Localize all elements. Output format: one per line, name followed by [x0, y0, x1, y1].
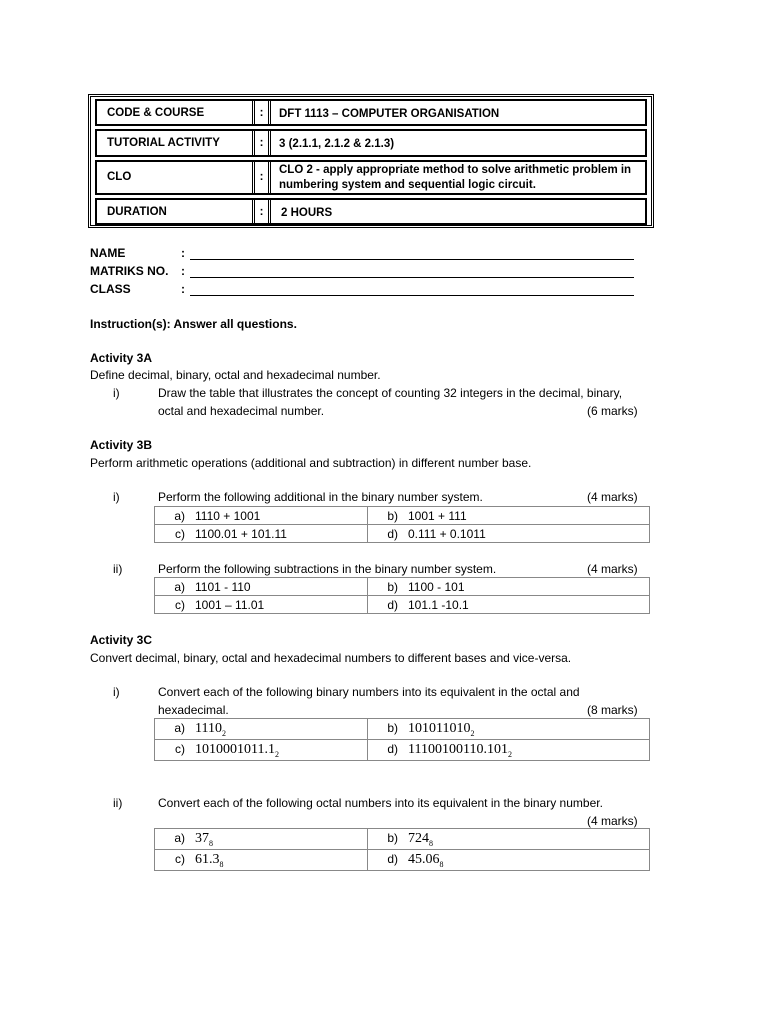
instruction: Instruction(s): Answer all questions. — [90, 317, 297, 331]
table-cell: b) $101011010_2$ — [368, 719, 650, 740]
table-cell: d) $11100100110.101_2$ — [368, 740, 650, 761]
activity-3c-title: Activity 3C — [90, 633, 153, 647]
activity-3b-title: Activity 3B — [90, 438, 153, 452]
marks: (8 marks) — [587, 703, 638, 717]
row-code-course — [95, 99, 647, 126]
row-tutorial-activity — [95, 129, 647, 157]
question-table — [154, 828, 650, 871]
question-number: ii) — [113, 562, 123, 576]
question-text: Convert each of the following octal numbers into its equivalent in the binary number. — [158, 796, 603, 810]
question-table — [154, 718, 650, 761]
code-course-label: CODE & COURSE — [107, 107, 205, 119]
table-cell: b) $724_8$ — [368, 829, 650, 850]
marks: (4 marks) — [587, 562, 638, 576]
table-cell: d) 0.111 + 0.1011 — [368, 525, 650, 543]
row-duration — [95, 198, 647, 225]
question-number: i) — [113, 386, 120, 400]
question-text: Perform the following additional in the binary number system. — [158, 490, 483, 504]
tutorial-activity-label: TUTORIAL ACTIVITY — [107, 137, 220, 149]
question-number: ii) — [113, 796, 123, 810]
marks: (4 marks) — [587, 814, 638, 828]
matriks-field[interactable] — [190, 264, 634, 278]
table-cell: a) $37_8$ — [155, 829, 368, 850]
matriks-colon: : — [181, 264, 185, 278]
course-info-table — [88, 94, 654, 228]
table-cell: c) 1100.01 + 101.11 — [155, 525, 368, 543]
question-text: octal and hexadecimal number. — [158, 404, 325, 418]
class-field[interactable] — [190, 282, 634, 296]
table-cell: d) $45.06_8$ — [368, 850, 650, 871]
question-text: Draw the table that illustrates the concept of counting 32 integers in the decimal, binary, — [158, 386, 623, 400]
question-text: Convert each of the following binary numbers into its equivalent in the octal and — [158, 685, 580, 699]
question-table — [154, 577, 650, 614]
question-text: Perform the following subtractions in the binary number system. — [158, 562, 497, 576]
colon: : — [259, 171, 264, 183]
code-course-value: DFT 1113 – COMPUTER ORGANISATION — [279, 108, 500, 120]
tutorial-activity-value: 3 (2.1.1, 2.1.2 & 2.1.3) — [279, 138, 395, 150]
table-cell: c) 1001 – 11.01 — [155, 596, 368, 614]
clo-label: CLO — [107, 171, 132, 183]
marks: (4 marks) — [587, 490, 638, 504]
name-colon: : — [181, 246, 185, 260]
question-table — [154, 506, 650, 543]
table-cell: c) $61.3_8$ — [155, 850, 368, 871]
name-label: NAME — [90, 246, 126, 260]
class-label: CLASS — [90, 282, 131, 296]
class-colon: : — [181, 282, 185, 296]
question-number: i) — [113, 490, 120, 504]
duration-label: DURATION — [107, 206, 167, 218]
table-cell: c) $1010001011.1_2$ — [155, 740, 368, 761]
table-cell: b) 1100 - 101 — [368, 578, 650, 596]
colon: : — [259, 137, 264, 149]
table-cell: a) 1110 + 1001 — [155, 507, 368, 525]
duration-value: 2 HOURS — [281, 207, 333, 219]
clo-value: CLO 2 - apply appropriate method to solve arithmetic problem in numbering system and sequential logic circuit. — [279, 164, 632, 191]
activity-3a-title: Activity 3A — [90, 351, 153, 365]
question-number: i) — [113, 685, 120, 699]
row-clo — [95, 160, 647, 195]
table-cell: b) 1001 + 111 — [368, 507, 650, 525]
activity-3c-desc: Convert decimal, binary, octal and hexadecimal numbers to different bases and vice-versa. — [90, 651, 572, 665]
table-cell: a) $1110_2$ — [155, 719, 368, 740]
name-field[interactable] — [190, 246, 634, 260]
marks: (6 marks) — [587, 404, 638, 418]
table-cell: d) 101.1 -10.1 — [368, 596, 650, 614]
table-cell: a) 1101 - 110 — [155, 578, 368, 596]
question-text: hexadecimal. — [158, 703, 229, 717]
activity-3b-desc: Perform arithmetic operations (additional and subtraction) in different number base. — [90, 456, 532, 470]
colon: : — [259, 107, 264, 119]
activity-3a-desc: Define decimal, binary, octal and hexadecimal number. — [90, 368, 381, 382]
colon: : — [259, 206, 264, 218]
matriks-label: MATRIKS NO. — [90, 264, 169, 278]
